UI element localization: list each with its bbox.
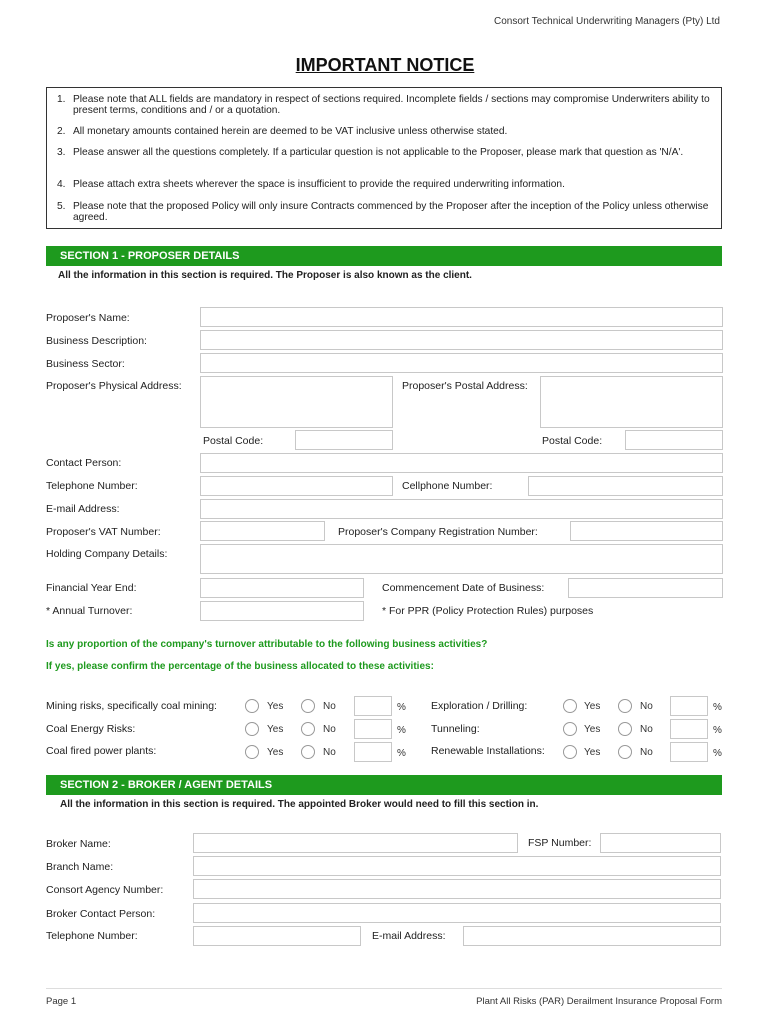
telephone-field[interactable] [200, 476, 393, 496]
broker-contact-field[interactable] [193, 903, 721, 923]
form-name: Plant All Risks (PAR) Derailment Insurance Proposal Form [476, 996, 722, 1007]
vat-number-field[interactable] [200, 521, 325, 541]
fsp-number-label: FSP Number: [528, 837, 592, 849]
turnover-question: Is any proportion of the company's turnover attributable to the following business activities? [46, 639, 488, 650]
yes-radio[interactable] [563, 722, 577, 736]
no-radio[interactable] [301, 722, 315, 736]
contact-person-field[interactable] [200, 453, 723, 473]
yes-label: Yes [584, 747, 601, 758]
yes-radio[interactable] [245, 722, 259, 736]
no-label: No [640, 701, 653, 712]
email-label: E-mail Address: [46, 503, 120, 515]
yes-label: Yes [584, 701, 601, 712]
percentage-field[interactable] [670, 719, 708, 739]
broker-email-label: E-mail Address: [372, 930, 446, 942]
branch-name-label: Branch Name: [46, 861, 114, 873]
percentage-field[interactable] [670, 696, 708, 716]
no-label: No [640, 747, 653, 758]
notice-item-text: Please attach extra sheets wherever the space is insufficient to provide the required underwriting information. [73, 179, 565, 190]
postal-postal-code-field[interactable] [625, 430, 723, 450]
percentage-field[interactable] [354, 719, 392, 739]
activity-label: Mining risks, specifically coal mining: [46, 700, 217, 712]
notice-item-number: 3. [57, 147, 66, 158]
business-sector-label: Business Sector: [46, 358, 125, 370]
percent-sign: % [713, 748, 722, 759]
percentage-field[interactable] [354, 696, 392, 716]
postal-code-label: Postal Code: [542, 435, 603, 447]
percentage-question: If yes, please confirm the percentage of the business allocated to these activities: [46, 661, 434, 672]
broker-contact-label: Broker Contact Person: [46, 908, 156, 920]
yes-label: Yes [267, 724, 284, 735]
notice-title: IMPORTANT NOTICE [295, 55, 475, 75]
vat-number-label: Proposer's VAT Number: [46, 526, 161, 538]
percent-sign: % [713, 725, 722, 736]
registration-number-label: Proposer's Company Registration Number: [338, 526, 538, 538]
no-radio[interactable] [301, 745, 315, 759]
activity-label: Renewable Installations: [431, 745, 545, 757]
notice-item-number: 4. [57, 179, 66, 190]
telephone-label: Telephone Number: [46, 480, 138, 492]
yes-label: Yes [267, 701, 284, 712]
annual-turnover-field[interactable] [200, 601, 364, 621]
percent-sign: % [397, 702, 406, 713]
fsp-number-field[interactable] [600, 833, 721, 853]
commencement-date-label: Commencement Date of Business: [382, 582, 545, 594]
notice-item-number: 5. [57, 201, 66, 212]
percentage-field[interactable] [670, 742, 708, 762]
notice-item-text: All monetary amounts contained herein are deemed to be VAT inclusive unless otherwise stated. [73, 126, 508, 137]
physical-address-field[interactable] [200, 376, 393, 428]
notice-item-text: Please answer all the questions completely. If a particular question is not applicable to the Proposer, please mark that question as 'N/A'. [73, 147, 684, 158]
section-2-subtitle: All the information in this section is required. The appointed Broker would need to fill this section in. [60, 799, 539, 810]
no-label: No [323, 701, 336, 712]
broker-name-label: Broker Name: [46, 838, 111, 850]
physical-postal-code-field[interactable] [295, 430, 393, 450]
no-radio[interactable] [618, 745, 632, 759]
postal-address-field[interactable] [540, 376, 723, 428]
broker-telephone-field[interactable] [193, 926, 361, 946]
notice-item-number: 2. [57, 126, 66, 137]
yes-radio[interactable] [245, 745, 259, 759]
percentage-field[interactable] [354, 742, 392, 762]
email-field[interactable] [200, 499, 723, 519]
broker-email-field[interactable] [463, 926, 721, 946]
yes-radio[interactable] [245, 699, 259, 713]
activity-label: Coal fired power plants: [46, 745, 157, 757]
cellphone-field[interactable] [528, 476, 723, 496]
ppr-note: * For PPR (Policy Protection Rules) purposes [382, 605, 594, 617]
percent-sign: % [397, 748, 406, 759]
section-1-subtitle: All the information in this section is required. The Proposer is also known as the client. [58, 270, 472, 281]
financial-year-label: Financial Year End: [46, 582, 137, 594]
postal-address-label: Proposer's Postal Address: [402, 380, 528, 392]
no-radio[interactable] [618, 722, 632, 736]
agency-number-field[interactable] [193, 879, 721, 899]
no-radio[interactable] [301, 699, 315, 713]
yes-label: Yes [267, 747, 284, 758]
annual-turnover-label: * Annual Turnover: [46, 605, 133, 617]
yes-radio[interactable] [563, 745, 577, 759]
business-sector-field[interactable] [200, 353, 723, 373]
activity-label: Coal Energy Risks: [46, 723, 136, 735]
business-description-field[interactable] [200, 330, 723, 350]
postal-code-label: Postal Code: [203, 435, 264, 447]
no-label: No [323, 747, 336, 758]
company-name: Consort Technical Underwriting Managers (Pty) Ltd [493, 16, 720, 27]
agency-number-label: Consort Agency Number: [46, 884, 164, 896]
notice-item-text: Please note that the proposed Policy will only insure Contracts commenced by the Proposer after the inception of the Policy unless otherwise agreed. [73, 201, 709, 223]
notice-box [46, 87, 722, 229]
registration-number-field[interactable] [570, 521, 723, 541]
section-2-header: SECTION 2 - BROKER / AGENT DETAILS [46, 775, 722, 795]
physical-address-label: Proposer's Physical Address: [46, 380, 182, 392]
percent-sign: % [713, 702, 722, 713]
activity-label: Tunneling: [431, 723, 480, 735]
yes-radio[interactable] [563, 699, 577, 713]
broker-telephone-label: Telephone Number: [46, 930, 138, 942]
no-label: No [323, 724, 336, 735]
yes-label: Yes [584, 724, 601, 735]
page-number: Page 1 [46, 996, 77, 1007]
proposer-name-field[interactable] [200, 307, 723, 327]
no-label: No [640, 724, 653, 735]
holding-company-field[interactable] [200, 544, 723, 574]
notice-item-text: Please note that ALL fields are mandatory in respect of sections required. Incomplete fields / sections may compromise Underwriters ability to present terms, conditions and / or a quotation. [73, 94, 710, 116]
proposer-name-label: Proposer's Name: [46, 312, 130, 324]
section-1-header: SECTION 1 - PROPOSER DETAILS [46, 246, 722, 266]
branch-name-field[interactable] [193, 856, 721, 876]
activity-label: Exploration / Drilling: [431, 700, 528, 712]
financial-year-field[interactable] [200, 578, 364, 598]
notice-item-number: 1. [57, 94, 66, 105]
contact-person-label: Contact Person: [46, 457, 122, 469]
percent-sign: % [397, 725, 406, 736]
business-description-label: Business Description: [46, 335, 147, 347]
holding-company-label: Holding Company Details: [46, 548, 168, 560]
broker-name-field[interactable] [193, 833, 518, 853]
no-radio[interactable] [618, 699, 632, 713]
commencement-date-field[interactable] [568, 578, 723, 598]
footer-divider [46, 988, 722, 989]
cellphone-label: Cellphone Number: [402, 480, 493, 492]
